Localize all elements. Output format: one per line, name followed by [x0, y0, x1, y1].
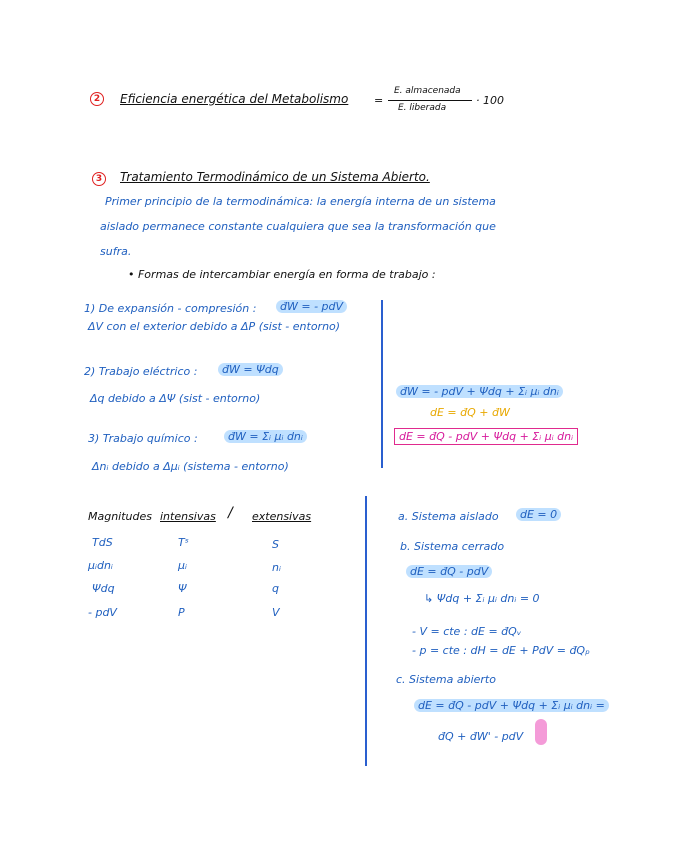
paragraph-line-1: Primer principio de la termodinámica: la energía interna de un sistema: [105, 195, 496, 208]
extensive-heading: extensivas: [252, 510, 312, 523]
fraction-bar: [388, 100, 472, 101]
section-3-title: Tratamiento Termodinámico de un Sistema Abierto.: [120, 170, 430, 184]
table-cell: nᵢ: [272, 561, 281, 574]
bracket-line: [381, 300, 383, 468]
table-cell: P: [178, 606, 185, 619]
pink-highlight-mark: [535, 719, 547, 745]
item-1-detail: ΔV con el exterior debido a ΔP (sist - entorno): [88, 320, 341, 333]
section-number-2: 2: [90, 92, 104, 106]
table-cell: μᵢ: [178, 559, 187, 572]
item-3-label: 3) Trabajo químico :: [88, 432, 198, 445]
section-number-3: 3: [92, 172, 106, 186]
table-cell: Ψ: [178, 582, 187, 595]
boxed-energy-equation: dE = đQ - pdV + Ψdq + Σᵢ μᵢ dnᵢ: [394, 428, 578, 445]
item-2-detail: Δq debido a ΔΨ (sist - entorno): [90, 392, 261, 405]
intensive-heading: intensivas: [160, 510, 216, 523]
table-cell: S: [272, 538, 279, 551]
fraction-numerator: E. almacenada: [394, 86, 461, 96]
magnitudes-heading: Magnitudes: [88, 510, 153, 523]
constant-volume-line: - V = cte : dE = đQᵥ: [412, 625, 522, 638]
open-system-equation-cont: đQ + đW' - pdV: [438, 730, 524, 743]
paragraph-line-3: sufra.: [100, 245, 132, 258]
equals-sign: =: [374, 94, 384, 107]
times-100: · 100: [476, 94, 504, 107]
open-system-label: c. Sistema abierto: [396, 673, 496, 686]
item-1-equation: đW = - pdV: [276, 300, 347, 313]
table-cell: μᵢdnᵢ: [88, 559, 113, 572]
item-2-label: 2) Trabajo eléctrico :: [84, 365, 198, 378]
fraction-denominator: E. liberada: [398, 103, 447, 113]
section-2-title: Eficiencia energética del Metabolismo: [120, 92, 349, 106]
open-system-equation: dE = đQ - pdV + Ψdq + Σᵢ μᵢ dnᵢ =: [414, 699, 609, 712]
paragraph-line-2: aislado permanece constante cualquiera que sea la transformación que: [100, 220, 496, 233]
table-cell: q: [272, 582, 279, 595]
closed-system-condition: ↳ Ψdq + Σᵢ μᵢ dnᵢ = 0: [424, 592, 540, 605]
energy-equation: dE = đQ + đW: [430, 406, 510, 419]
item-3-equation: đW = Σᵢ μᵢ dnᵢ: [224, 430, 307, 443]
column-divider: [365, 496, 367, 766]
closed-system-equation: dE = đQ - pdV: [406, 565, 492, 578]
closed-system-label: b. Sistema cerrado: [400, 540, 505, 553]
isolated-system-equation: dE = 0: [516, 508, 561, 521]
item-1-label: 1) De expansión - compresión :: [84, 302, 257, 315]
table-cell: Ψdq: [92, 582, 115, 595]
item-2-equation: đW = Ψdq: [218, 363, 283, 376]
total-work-equation: đW = - pdV + Ψdq + Σᵢ μᵢ dnᵢ: [396, 385, 563, 398]
constant-pressure-line: - p = cte : dH = dE + PdV = đQₚ: [412, 644, 590, 657]
table-cell: TdS: [92, 536, 113, 549]
isolated-system-label: a. Sistema aislado: [398, 510, 499, 523]
slash: /: [228, 505, 233, 521]
forms-heading: • Formas de intercambiar energía en forma de trabajo :: [128, 268, 436, 281]
table-cell: V: [272, 606, 280, 619]
item-3-detail: Δnᵢ debido a Δμᵢ (sistema - entorno): [92, 460, 289, 473]
table-cell: Tˢ: [178, 536, 189, 549]
table-cell: - pdV: [88, 606, 117, 619]
